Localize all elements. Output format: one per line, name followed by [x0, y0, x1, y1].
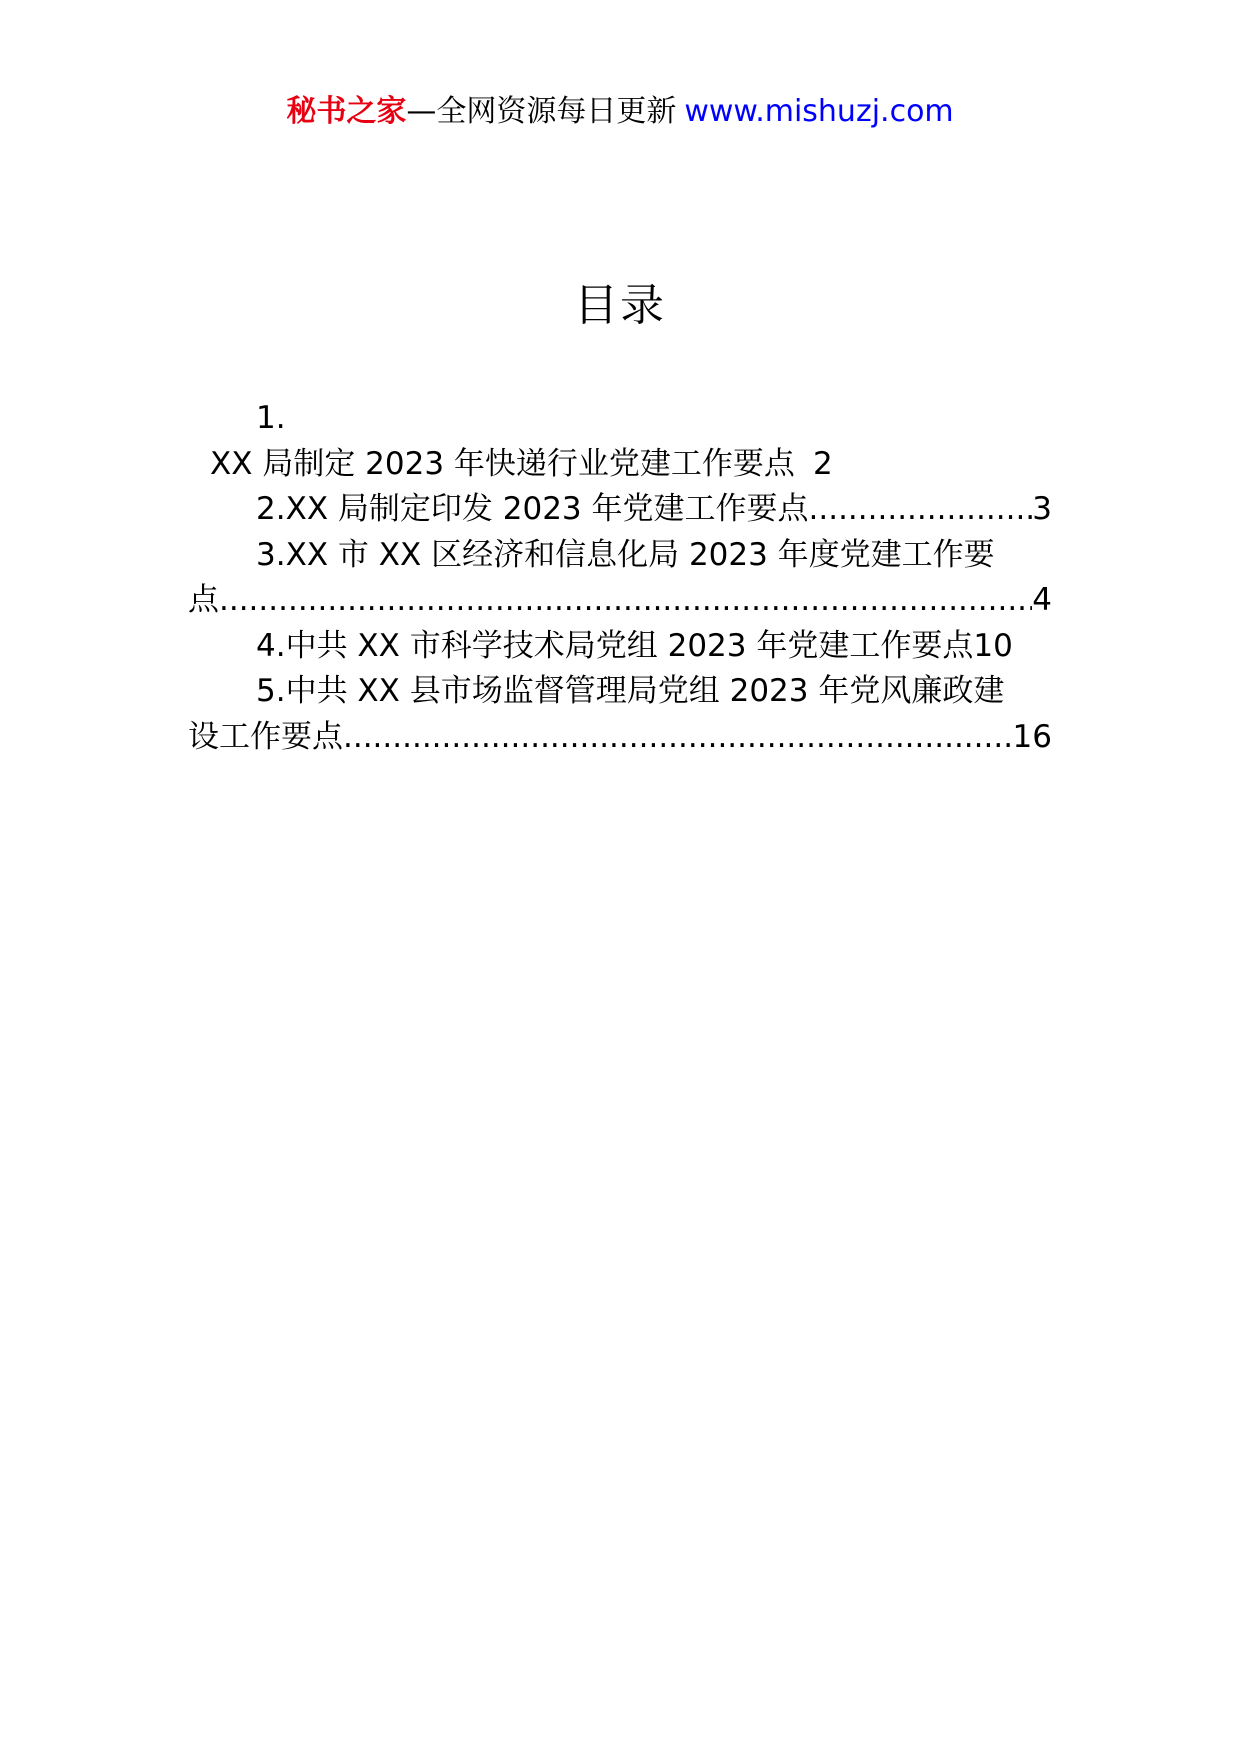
toc-item-3-line-2[interactable]	[188, 578, 1052, 624]
toc-leader-dots	[219, 578, 1032, 624]
toc-item-4[interactable]	[188, 624, 1052, 670]
toc-item-text: 点	[188, 582, 219, 618]
toc-item-3-line-1[interactable]	[188, 533, 1052, 579]
header-tagline: —全网资源每日更新	[406, 94, 677, 129]
site-url-link[interactable]: www.mishuzj.com	[684, 94, 954, 129]
site-header	[0, 92, 1240, 132]
toc-item-text: 2.XX 局制定印发 2023 年党建工作要点	[256, 491, 809, 527]
page-title: 目录	[574, 280, 666, 331]
toc-item-5-line-2[interactable]	[188, 715, 1052, 761]
toc-item-5-line-1[interactable]	[188, 669, 1052, 715]
toc-page-number: 10	[973, 627, 1013, 664]
toc-item-number: 1.	[256, 400, 286, 436]
toc-item-text: 设工作要点	[188, 718, 343, 755]
table-of-contents	[188, 396, 1052, 760]
toc-item-text: XX 局制定 2023 年快递行业党建工作要点	[210, 445, 795, 482]
toc-page-number: 16	[1012, 718, 1052, 755]
toc-leader-dots	[343, 715, 1013, 761]
toc-item-1[interactable]	[188, 442, 1052, 488]
toc-item-text: 3.XX 市 XX 区经济和信息化局 2023 年度党建工作要	[256, 536, 995, 573]
toc-leader-dots	[809, 487, 1033, 533]
toc-page-number: 3	[1032, 491, 1052, 527]
toc-page-number: 4	[1032, 582, 1052, 618]
toc-item-1-number[interactable]	[188, 396, 1052, 442]
toc-item-text: 5.中共 XX 县市场监督管理局党组 2023 年党风廉政建	[256, 673, 1005, 709]
toc-item-2[interactable]	[188, 487, 1052, 533]
brand-name: 秘书之家	[286, 94, 407, 129]
toc-page-number: 2	[812, 445, 833, 482]
toc-item-text: 4.中共 XX 市科学技术局党组 2023 年党建工作要点	[256, 627, 974, 664]
